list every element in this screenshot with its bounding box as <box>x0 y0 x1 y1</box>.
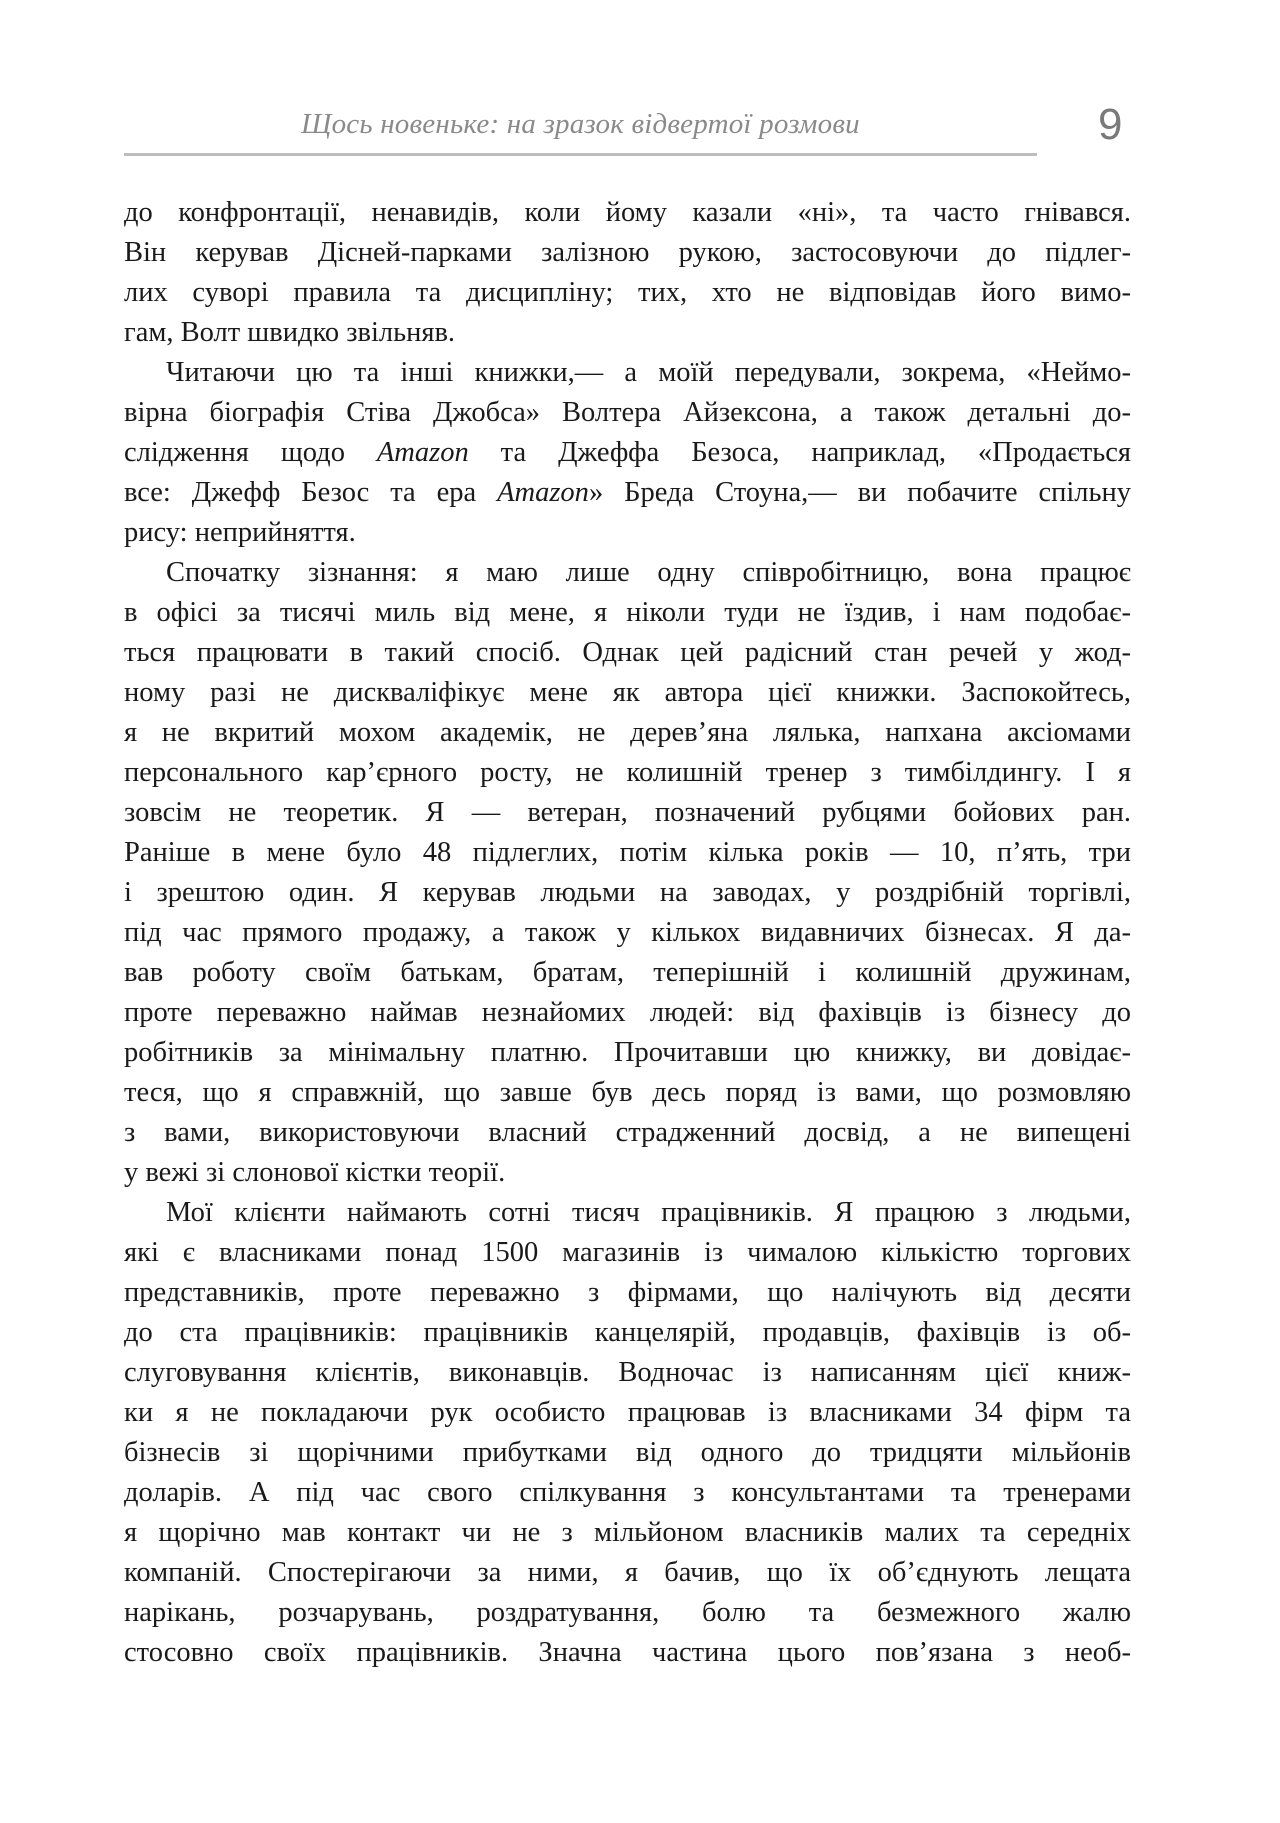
text-line <box>124 393 1131 433</box>
text-line <box>124 1033 1131 1073</box>
text-line <box>124 873 1131 913</box>
text-segment: до конфронтації, ненавидів, коли йому казали «ні», та часто гнівався. <box>124 197 1131 228</box>
text-line <box>124 1313 1131 1353</box>
text-segment: слуговування клієнтів, виконавців. Водночас із написанням цієї книж- <box>124 1357 1131 1388</box>
text-line <box>124 473 1131 513</box>
text-line <box>124 553 1131 593</box>
text-segment: і зрештою один. Я керував людьми на заводах, у роздрібній торгівлі, <box>124 877 1131 908</box>
text-segment: Спочатку зізнання: я маю лише одну співробітницю, вона працює <box>166 557 1131 588</box>
text-line <box>124 833 1131 873</box>
text-segment: ться працювати в такий спосіб. Однак цей радісний стан речей у жод- <box>124 637 1131 668</box>
text-line <box>124 233 1131 273</box>
text-segment: лих суворі правила та дисципліну; тих, хто не відповідав його вимо- <box>124 277 1131 308</box>
text-segment: стосовно своїх працівників. Значна частина цього пов’язана з необ- <box>124 1637 1131 1668</box>
text-line <box>124 793 1131 833</box>
text-line <box>124 513 1131 553</box>
running-head: Щось новеньке: на зразок відвертої розмови <box>301 108 860 140</box>
text-segment: Мої клієнти наймають сотні тисяч працівників. Я працюю з людьми, <box>166 1197 1131 1228</box>
paragraph <box>124 553 1131 1193</box>
text-segment: слідження щодо <box>124 437 377 468</box>
text-segment: та Джеффа Безоса, наприклад, «Продається <box>468 437 1131 468</box>
text-segment: проте переважно наймав незнайомих людей: від фахівців із бізнесу до <box>124 997 1131 1028</box>
text-segment: робітників за мінімальну платню. Прочитавши цю книжку, ви довідає- <box>124 1037 1131 1068</box>
text-segment: Раніше в мене було 48 підлеглих, потім кілька років — 10, п’ять, три <box>124 837 1131 868</box>
text-segment: бізнесів зі щорічними прибутками від одного до тридцяти мільйонів <box>124 1437 1131 1468</box>
text-line <box>124 713 1131 753</box>
text-segment: які є власниками понад 1500 магазинів із чималою кількістю торгових <box>124 1237 1131 1268</box>
text-segment: все: Джефф Безос та ера <box>124 477 498 508</box>
page-number: 9 <box>1098 100 1123 149</box>
text-segment: » Бреда Стоуна,— ви побачите спільну <box>588 477 1131 508</box>
text-segment: зовсім не теоретик. Я — ветеран, позначений рубцями бойових ран. <box>124 797 1131 828</box>
text-line <box>124 1073 1131 1113</box>
text-line <box>124 1593 1131 1633</box>
text-line <box>124 913 1131 953</box>
italic-title: Amazon <box>497 477 589 508</box>
text-segment: вав роботу своїм батькам, братам, теперішній і колишній дружинам, <box>124 957 1131 988</box>
text-segment: з вами, використовуючи власний страдженний досвід, а не випещені <box>124 1117 1131 1148</box>
text-line <box>124 1393 1131 1433</box>
text-line <box>124 993 1131 1033</box>
text-segment: ки я не покладаючи рук особисто працював із власниками 34 фірм та <box>124 1397 1131 1428</box>
text-segment: представників, проте переважно з фірмами, що налічують від десяти <box>124 1277 1131 1308</box>
text-segment: гам, Волт швидко звільняв. <box>124 317 456 348</box>
text-line <box>124 193 1131 233</box>
header-rule <box>124 153 1037 156</box>
text-line <box>124 1513 1131 1553</box>
text-line <box>124 753 1131 793</box>
text-segment: доларів. А під час свого спілкування з консультантами та тренерами <box>124 1477 1131 1508</box>
text-line <box>124 1553 1131 1593</box>
text-line <box>124 1273 1131 1313</box>
paragraph <box>124 1193 1131 1673</box>
text-line <box>124 273 1131 313</box>
paragraph <box>124 353 1131 553</box>
text-line <box>124 433 1131 473</box>
text-line <box>124 1153 1131 1193</box>
text-line <box>124 1233 1131 1273</box>
text-line <box>124 673 1131 713</box>
text-line <box>124 593 1131 633</box>
text-segment: Він керував Дісней-парками залізною рукою, застосовуючи до підлег- <box>124 237 1131 268</box>
text-line <box>124 1433 1131 1473</box>
paragraph <box>124 193 1131 353</box>
text-line <box>124 1113 1131 1153</box>
text-segment: рису: неприйняття. <box>124 517 356 548</box>
text-segment: персонального кар’єрного росту, не колишній тренер з тимбілдингу. І я <box>124 757 1131 788</box>
text-line <box>124 1473 1131 1513</box>
text-segment: під час прямого продажу, а також у кількох видавничих бізнесах. Я да- <box>124 917 1131 948</box>
text-segment: у вежі зі слонової кістки теорії. <box>124 1157 506 1188</box>
text-segment: компаній. Спостерігаючи за ними, я бачив, що їх об’єднують лещата <box>124 1557 1131 1588</box>
text-line <box>124 633 1131 673</box>
text-line <box>124 1633 1131 1673</box>
text-segment: я не вкритий мохом академік, не дерев’яна лялька, напхана аксіомами <box>124 717 1131 748</box>
text-segment: вірна біографія Стіва Джобса» Волтера Айзексона, а також детальні до- <box>124 397 1131 428</box>
text-segment: Читаючи цю та інші книжки,— а моїй передували, зокрема, «Неймо- <box>166 357 1131 388</box>
text-segment: теся, що я справжній, що завше був десь поряд із вами, що розмовляю <box>124 1077 1131 1108</box>
text-segment: я щорічно мав контакт чи не з мільйоном власників малих та середніх <box>124 1517 1131 1548</box>
italic-title: Amazon <box>376 437 469 468</box>
text-segment: до ста працівників: працівників канцелярій, продавців, фахівців із об- <box>124 1317 1131 1348</box>
text-line <box>124 313 1131 353</box>
text-segment: нарікань, розчарувань, роздратування, болю та безмежного жалю <box>124 1597 1131 1628</box>
text-segment: в офісі за тисячі миль від мене, я ніколи туди не їздив, і нам подобає- <box>124 597 1131 628</box>
text-line <box>124 1353 1131 1393</box>
text-line <box>124 1193 1131 1233</box>
text-line <box>124 953 1131 993</box>
body-text <box>124 193 1131 1673</box>
text-segment: ному разі не дискваліфікує мене як автора цієї книжки. Заспокойтесь, <box>124 677 1131 708</box>
text-line <box>124 353 1131 393</box>
